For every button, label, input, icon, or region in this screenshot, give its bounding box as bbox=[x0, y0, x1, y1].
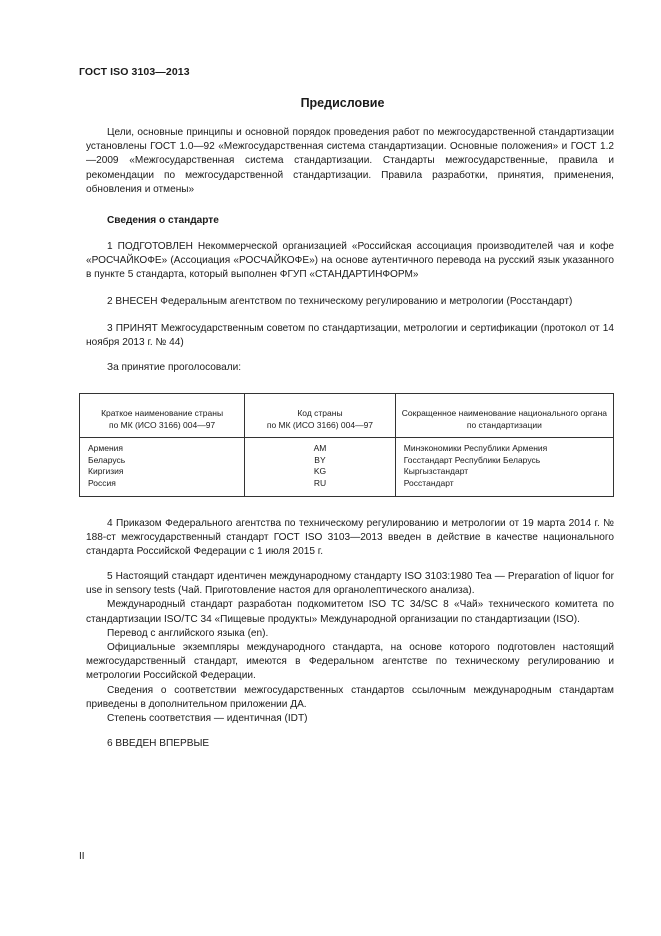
item-5-text: 5 Настоящий стандарт идентичен международному стандарту ISO 3103:1980 Tea — Preparation of liquor for use in sensory tests (Чай. Приготовление настоя для органолептического анализа). bbox=[86, 571, 614, 597]
code-column bbox=[245, 438, 396, 497]
item-3-text: 3 ПРИНЯТ Межгосударственным советом по стандартизации, метрологии и сертификации (протокол от 14 ноября 2013 г. № 44) bbox=[86, 323, 614, 349]
item-5e-text: Степень соответствия — идентичная (IDT) bbox=[107, 713, 308, 725]
item-6-paragraph bbox=[86, 737, 614, 751]
table-cell: AM bbox=[313, 443, 327, 453]
country-column bbox=[80, 438, 245, 497]
header-line: по МК (ИСО 3166) 004—97 bbox=[266, 419, 374, 430]
header-cell-country bbox=[80, 394, 245, 438]
header-line: Сокращенное наименование национального органа bbox=[401, 407, 607, 418]
table-cell: RU bbox=[313, 478, 327, 489]
table-cell: Армения bbox=[88, 443, 124, 453]
header-line: по стандартизации bbox=[466, 419, 542, 430]
item-5b-text: Перевод с английского языка (en). bbox=[107, 627, 269, 639]
header-line: Код страны bbox=[297, 407, 343, 418]
item-2-paragraph bbox=[86, 295, 614, 309]
table-cell: Госстандарт Республики Беларусь bbox=[403, 454, 541, 465]
item-5d-paragraph bbox=[86, 684, 614, 712]
table-cell: Беларусь bbox=[88, 454, 126, 465]
organ-column bbox=[395, 438, 613, 497]
table-cell: KG bbox=[313, 466, 327, 477]
item-5c-text: Официальные экземпляры международного стандарта, на основе которого подготовлен настоящий межгосударственный стандарт, имеются в Федеральном агентстве по техническому регулированию и метрологии Российской Федерации. bbox=[86, 642, 614, 682]
item-5b-paragraph bbox=[86, 627, 614, 641]
item-5a-paragraph bbox=[86, 598, 614, 626]
item-2-text: 2 ВНЕСЕН Федеральным агентством по техническому регулированию и метрологии (Росстандарт) bbox=[107, 296, 573, 307]
vote-label-paragraph bbox=[86, 361, 614, 375]
header-line: Краткое наименование страны bbox=[101, 407, 224, 418]
item-5-block bbox=[86, 570, 614, 726]
intro-paragraph bbox=[86, 126, 614, 197]
item-5-paragraph bbox=[86, 570, 614, 598]
table-header-row bbox=[80, 394, 614, 438]
header-cell-organ bbox=[395, 394, 613, 438]
header-cell-code bbox=[245, 394, 396, 438]
item-6-text: 6 ВВЕДЕН ВПЕРВЫЕ bbox=[107, 738, 210, 749]
item-5c-paragraph bbox=[86, 641, 614, 684]
page-title: Предисловие bbox=[300, 96, 385, 110]
item-4-paragraph bbox=[86, 517, 614, 560]
section-title: Сведения о стандарте bbox=[107, 215, 219, 226]
item-1-paragraph bbox=[86, 240, 614, 283]
document-header: ГОСТ ISO 3103—2013 bbox=[79, 66, 190, 78]
item-5d-text: Сведения о соответствии межгосударственных стандартов ссылочным международным стандартам приведены в дополнительном приложении ДА. bbox=[86, 684, 614, 710]
table-cell: Минэкономики Республики Армения bbox=[403, 443, 548, 453]
item-5e-paragraph bbox=[86, 712, 614, 726]
table-cell: Киргизия bbox=[88, 466, 124, 477]
table-cell: Росстандарт bbox=[403, 478, 454, 489]
item-5a-text: Международный стандарт разработан подкомитетом ISO TC 34/SC 8 «Чай» технического комитета по стандартизации ISO/TC 34 «Пищевые продукты» Международной организации по стандартизации (ISO). bbox=[86, 599, 614, 625]
header-line: по МК (ИСО 3166) 004—97 bbox=[108, 419, 216, 430]
intro-text: Цели, основные принципы и основной порядок проведения работ по межгосударственной стандартизации установлены ГОСТ 1.0—92 «Межгосударственная система стандартизации. Основные положения» и ГОСТ 1.2—2009 «Межгосударственная система стандартизации. Стандарты межгосударственные, правила и рекомендации по межгосударственной стандартизации. Правила разработки, принятия, применения, обновления и отмены» bbox=[86, 127, 614, 195]
table-cell: BY bbox=[314, 454, 326, 465]
page-number: II bbox=[79, 851, 85, 862]
table-cell: Кыргызстандарт bbox=[403, 466, 469, 477]
item-3-paragraph bbox=[86, 322, 614, 350]
item-1-text: 1 ПОДГОТОВЛЕН Некоммерческой организацией «Российская ассоциация производителей чая и кофе «РОСЧАЙКОФЕ» (Ассоциация «РОСЧАЙКОФЕ») на основе аутентичного перевода на русский язык указанного в пункте 5 стандарта, который выполнен ФГУП «СТАНДАРТИНФОРМ» bbox=[86, 241, 614, 281]
item-4-text: 4 Приказом Федерального агентства по техническому регулированию и метрологии от 19 марта 2014 г. № 188-ст межгосударственный стандарт ГОСТ ISO 3103—2013 введен в действие в качестве национального стандарта Российской Федерации с 1 июля 2015 г. bbox=[86, 518, 614, 558]
table-body-row bbox=[80, 438, 614, 497]
voting-table bbox=[79, 393, 614, 497]
vote-label: За принятие проголосовали: bbox=[107, 362, 242, 373]
table-cell: Россия bbox=[88, 478, 116, 489]
